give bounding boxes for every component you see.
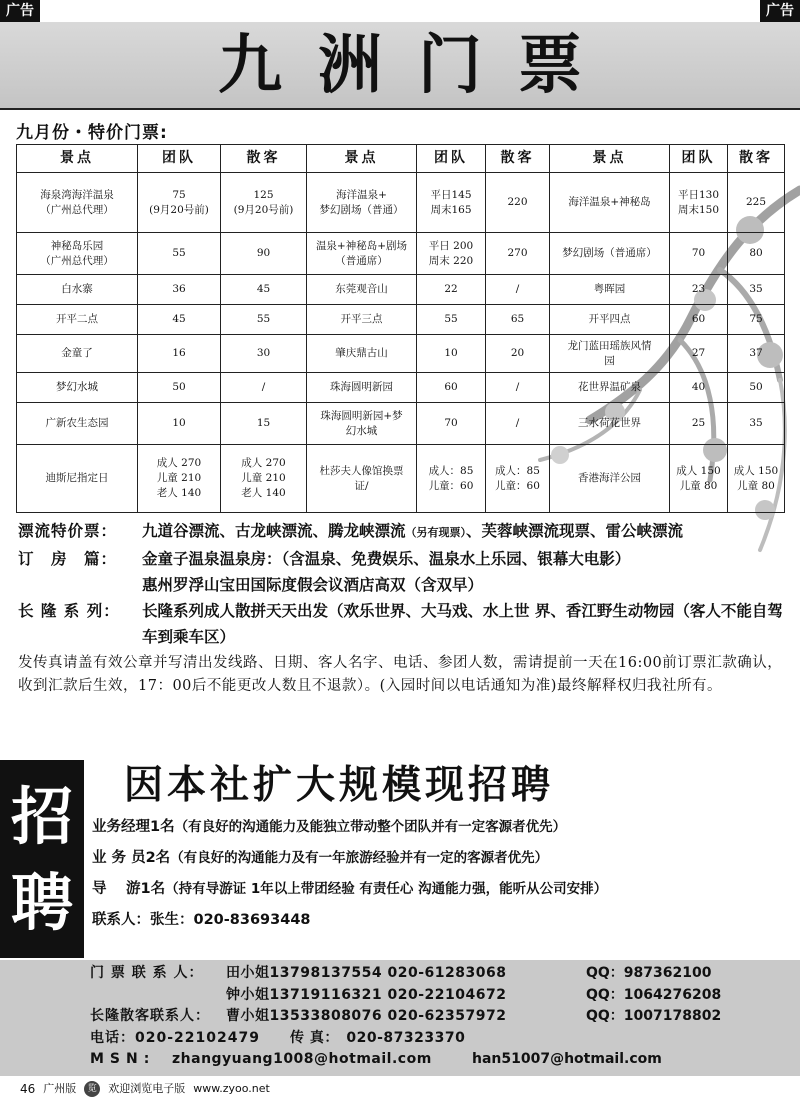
table-cell: 杜莎夫人像馆换票 证/ [307, 445, 417, 513]
contact-row [90, 963, 790, 985]
contact-qq: QQ：1064276208 [586, 986, 722, 1003]
hotel-line-2: 惠州罗浮山宝田国际度假会议酒店高双（含双早） [142, 576, 484, 594]
table-cell: 220 [486, 173, 550, 233]
recruit-side-block [0, 760, 84, 958]
table-cell: 70 [417, 403, 486, 445]
section-subtitle: 九月份・特价门票: [16, 123, 168, 143]
table-cell: 成人 270 儿童 210 老人 140 [138, 445, 221, 513]
page-title: 九洲门票 [218, 28, 618, 103]
table-header-row [17, 145, 785, 173]
contact-row [90, 1028, 790, 1050]
contact-fax: 传 真： 020-87323370 [290, 1029, 466, 1046]
job-role: 导 游1名 [92, 881, 166, 897]
table-cell: 30 [221, 335, 307, 373]
rafting-label: 漂流特价票： [18, 522, 118, 540]
contact-row [90, 1006, 790, 1028]
changlong-row [18, 598, 790, 650]
table-cell: 75 (9月20号前) [138, 173, 221, 233]
table-row [17, 445, 785, 513]
job-item [92, 843, 792, 874]
table-cell: 梦幻水城 [17, 373, 138, 403]
job-desc: （有良好的沟通能力及有一年旅游经验并有一定的客源者优先） [170, 850, 549, 866]
contact-qq [650, 1028, 790, 1050]
table-cell: 白水寨 [17, 275, 138, 305]
table-cell: 粤晖园 [550, 275, 670, 305]
table-cell: 平日 200 周末 220 [417, 233, 486, 275]
table-cell: 广新农生态园 [17, 403, 138, 445]
hotel-text [142, 546, 790, 598]
booking-notice: 发传真请盖有效公章并写清出发线路、日期、客人名字、电话、参团人数，需请提前一天在16:00前订票汇款确认，收到汇款后生效，17：00后不能更改人数且不退款）。(入园时间以电话通知为准)最终解释权归我社所有。 [18, 655, 783, 694]
table-cell: 肇庆鼎古山 [307, 335, 417, 373]
msn-email-2: han51007@hotmail.com [472, 1051, 662, 1067]
ticket-price-table [16, 144, 785, 513]
table-cell: / [486, 275, 550, 305]
table-cell: 20 [486, 335, 550, 373]
table-row [17, 173, 785, 233]
table-row [17, 403, 785, 445]
table-cell: 55 [138, 233, 221, 275]
table-cell: 迪斯尼指定日 [17, 445, 138, 513]
table-cell: 60 [417, 373, 486, 403]
table-cell: 270 [486, 233, 550, 275]
table-cell: 37 [728, 335, 785, 373]
table-cell: 龙门蓝田瑶族风情 园 [550, 335, 670, 373]
table-cell: 成人 150 儿童 80 [728, 445, 785, 513]
page-footer [0, 1078, 800, 1100]
ad-label-right: 广告 [760, 0, 800, 22]
page-number: 46 [20, 1082, 36, 1096]
recruit-title: 因本社扩大规模现招聘 [124, 762, 555, 808]
table-cell: / [486, 373, 550, 403]
table-cell: 成人 150 儿童 80 [670, 445, 728, 513]
header-cell: 散客 [728, 145, 785, 173]
contact-list [90, 963, 790, 1071]
table-cell: 45 [138, 305, 221, 335]
job-desc: （持有导游证 1年以上带团经验 有责任心 沟通能力强，能听从公司安排） [165, 881, 608, 897]
ad-label-left: 广告 [0, 0, 40, 22]
table-cell: 神秘岛乐园 （广州总代理） [17, 233, 138, 275]
table-cell: 70 [670, 233, 728, 275]
table-cell: 22 [417, 275, 486, 305]
hotel-line-1: 金童子温泉温泉房：（含温泉、免费娱乐、温泉水上乐园、银幕大电影） [142, 550, 631, 568]
table-cell: 成人：85 儿童：60 [486, 445, 550, 513]
header-cell: 景点 [307, 145, 417, 173]
table-cell: 10 [138, 403, 221, 445]
table-cell: 36 [138, 275, 221, 305]
table-cell: 开平二点 [17, 305, 138, 335]
table-cell: 90 [221, 233, 307, 275]
table-cell: 海泉湾海洋温泉 （广州总代理） [17, 173, 138, 233]
table-cell: 海洋温泉+ 梦幻剧场（普通） [307, 173, 417, 233]
table-cell: 35 [728, 275, 785, 305]
table-cell: 10 [417, 335, 486, 373]
recruit-side-char: 聘 [10, 866, 73, 939]
recruit-contact: 联系人：张生：020-83693448 [92, 912, 311, 928]
contact-label: 门 票 联 系 人： [90, 965, 204, 981]
contact-label [90, 985, 226, 1007]
job-role: 业务经理1名 [92, 819, 175, 835]
table-row [17, 373, 785, 403]
table-cell: 花世界温矿泉 [550, 373, 670, 403]
magazine-logo-icon: 览 [84, 1081, 100, 1097]
footer-website-link[interactable]: www.zyoo.net [193, 1082, 270, 1095]
table-cell: 45 [221, 275, 307, 305]
footer-slogan: 欢迎浏览电子版 [108, 1082, 186, 1095]
rafting-row [18, 518, 790, 546]
header-cell: 团队 [138, 145, 221, 173]
job-desc: （有良好的沟通能力及能独立带动整个团队并有一定客源者优先） [174, 819, 567, 835]
table-cell: 27 [670, 335, 728, 373]
msn-row [90, 1049, 790, 1071]
table-cell: / [221, 373, 307, 403]
contact-phones: 曹小姐13533808076 020-62357972 [226, 1008, 507, 1024]
table-cell: 开平四点 [550, 305, 670, 335]
rafting-text [142, 518, 790, 546]
table-row [17, 305, 785, 335]
contact-phone: 电话：020-22102479 [90, 1029, 260, 1046]
header-cell: 散客 [486, 145, 550, 173]
job-role: 业 务 员2名 [92, 850, 171, 866]
job-list [92, 812, 792, 936]
table-row [17, 275, 785, 305]
table-cell: 平日145 周末165 [417, 173, 486, 233]
contact-phones: 田小姐13798137554 020-61283068 [226, 965, 507, 981]
table-cell: 40 [670, 373, 728, 403]
table-cell: / [486, 403, 550, 445]
changlong-text: 长隆系列成人散拼天天出发（欢乐世界、大马戏、水上世 界、香江野生动物园（客人不能自驾车到乘车区） [142, 602, 783, 646]
table-cell: 金童了 [17, 335, 138, 373]
msn-label: MSN: [90, 1051, 156, 1067]
rafting-text-a: 九道谷漂流、古龙峡漂流、腾龙峡漂流 [142, 522, 406, 540]
job-item [92, 874, 792, 905]
table-cell: 23 [670, 275, 728, 305]
table-cell: 55 [221, 305, 307, 335]
msn-email-1: zhangyuang1008@hotmail.com [172, 1051, 432, 1067]
table-cell: 15 [221, 403, 307, 445]
table-cell: 225 [728, 173, 785, 233]
table-cell: 成人：85 儿童：60 [417, 445, 486, 513]
hotel-row [18, 546, 790, 598]
rafting-text-b: 、芙蓉峡漂流现票、雷公峡漂流 [466, 522, 684, 540]
table-cell: 80 [728, 233, 785, 275]
table-cell: 梦幻剧场（普通席） [550, 233, 670, 275]
table-cell: 海洋温泉+神秘岛 [550, 173, 670, 233]
table-cell: 温泉+神秘岛+剧场 （普通席） [307, 233, 417, 275]
table-cell: 开平三点 [307, 305, 417, 335]
table-cell: 65 [486, 305, 550, 335]
contact-phones: 钟小姐13719116321 020-22104672 [226, 986, 507, 1003]
table-cell: 珠海圆明新园+梦 幻水城 [307, 403, 417, 445]
contact-qq: QQ：987362100 [586, 965, 712, 981]
hotel-label: 订 房 篇： [18, 550, 118, 568]
table-row [17, 233, 785, 275]
header-cell: 景点 [17, 145, 138, 173]
table-cell: 平日130 周末150 [670, 173, 728, 233]
contact-qq: QQ：1007178802 [586, 1008, 722, 1024]
job-item [92, 812, 792, 843]
changlong-label: 长 隆 系 列： [18, 602, 120, 620]
header-cell: 散客 [221, 145, 307, 173]
table-cell: 50 [728, 373, 785, 403]
table-cell: 珠海圆明新园 [307, 373, 417, 403]
header-cell: 团队 [417, 145, 486, 173]
rafting-note: （另有现票） [405, 526, 467, 539]
header-cell: 团队 [670, 145, 728, 173]
contact-label: 长隆散客联系人： [90, 1008, 210, 1024]
contact-row [90, 985, 790, 1007]
table-cell: 三水荷花世界 [550, 403, 670, 445]
table-cell: 香港海洋公园 [550, 445, 670, 513]
table-cell: 75 [728, 305, 785, 335]
table-cell: 16 [138, 335, 221, 373]
table-cell: 125 (9月20号前) [221, 173, 307, 233]
table-cell: 25 [670, 403, 728, 445]
table-cell: 35 [728, 403, 785, 445]
offers-section [18, 518, 790, 698]
table-cell: 成人 270 儿童 210 老人 140 [221, 445, 307, 513]
edition-label: 广州版 [43, 1082, 77, 1095]
table-cell: 50 [138, 373, 221, 403]
recruit-side-char: 招 [10, 780, 73, 853]
table-cell: 东莞观音山 [307, 275, 417, 305]
table-cell: 60 [670, 305, 728, 335]
table-row [17, 335, 785, 373]
table-cell: 55 [417, 305, 486, 335]
header-cell: 景点 [550, 145, 670, 173]
